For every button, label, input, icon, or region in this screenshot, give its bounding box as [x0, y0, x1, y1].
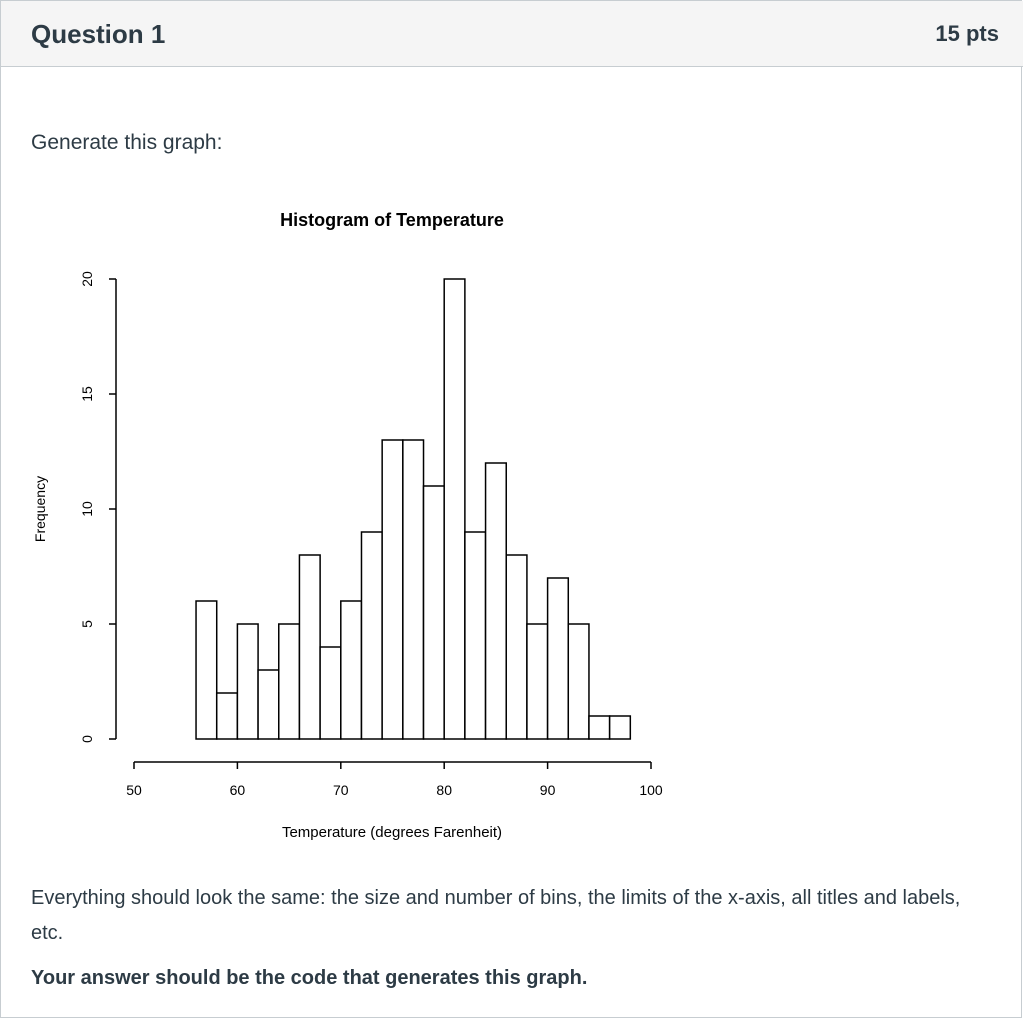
histogram-bar-66-68	[299, 555, 320, 739]
histogram-bar-84-86	[486, 463, 507, 739]
histogram-bar-80-82	[444, 279, 465, 739]
x-tick-label: 100	[639, 782, 663, 798]
question-points: 15 pts	[935, 21, 999, 46]
histogram-bar-72-74	[361, 532, 382, 739]
y-tick-label: 10	[79, 501, 95, 517]
y-tick-label: 15	[79, 386, 95, 402]
histogram-bar-96-98	[610, 716, 631, 739]
x-tick-label: 60	[229, 782, 246, 798]
histogram-bar-60-62	[237, 624, 258, 739]
answer-note: Your answer should be the code that generates this graph.	[31, 967, 588, 989]
y-axis-label: Frequency	[32, 475, 48, 543]
y-tick-label: 0	[79, 735, 95, 743]
histogram-figure	[21, 196, 721, 856]
histogram-bar-56-58	[196, 601, 217, 739]
histogram-bar-64-66	[279, 624, 300, 739]
chart-title: Histogram of Temperature	[280, 210, 504, 230]
histogram-bar-70-72	[341, 601, 362, 739]
y-tick-label: 20	[79, 271, 95, 287]
question-prompt: Generate this graph:	[31, 131, 223, 154]
histogram-bar-86-88	[506, 555, 527, 739]
histogram-chart	[21, 196, 721, 856]
x-tick-label: 90	[539, 782, 556, 798]
histogram-bar-90-92	[548, 578, 569, 739]
x-axis-label: Temperature (degrees Farenheit)	[281, 824, 503, 841]
histogram-bar-62-64	[258, 670, 279, 739]
x-tick-label: 70	[333, 782, 349, 798]
histogram-bar-58-60	[217, 693, 238, 739]
histogram-bar-94-96	[589, 716, 610, 739]
histogram-bar-74-76	[382, 440, 403, 739]
histogram-bar-92-94	[568, 624, 589, 739]
question-header	[1, 1, 1023, 67]
histogram-bar-76-78	[403, 440, 424, 739]
histogram-bar-78-80	[424, 486, 445, 739]
histogram-bar-82-84	[465, 532, 486, 739]
question-title: Question 1	[31, 19, 166, 49]
x-tick-label: 80	[436, 782, 452, 798]
histogram-bar-88-90	[527, 624, 548, 739]
question-instructions: Everything should look the same: the size and number of bins, the limits of the x-axis, all titles and labels, etc.	[31, 887, 961, 944]
x-tick-label: 50	[126, 782, 142, 798]
histogram-bar-68-70	[320, 647, 341, 739]
y-tick-label: 5	[79, 620, 95, 628]
